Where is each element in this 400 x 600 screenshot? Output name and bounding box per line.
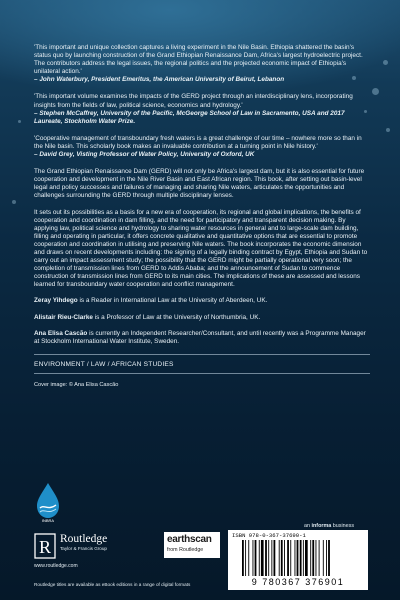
publisher-group: Taylor & Francis Group	[60, 546, 107, 551]
publisher-url: www.routledge.com	[34, 563, 78, 569]
review-quote	[34, 135, 370, 159]
informa-business-label: an informa business	[304, 523, 355, 529]
editor-description: is a Professor of Law at the University of Northumbria, UK.	[92, 313, 261, 321]
routledge-logo	[34, 533, 124, 563]
imprint-name: earthscan	[167, 534, 212, 545]
editor-name: Zeray Yihdego	[34, 297, 78, 305]
svg-text:R: R	[38, 537, 52, 557]
subject-categories: ENVIRONMENT / LAW / AFRICAN STUDIES	[34, 360, 174, 368]
cover-credit: Cover image: © Ana Elisa Cascão	[34, 381, 119, 388]
quote-text: 'This important volume examines the impacts of the GERD project through an interdisciplinary lens, incorporating insights from the fields of law, political science, economics and hydrology.'	[34, 93, 353, 109]
editor-name: Ana Elisa Cascão	[34, 329, 88, 337]
book-description: It sets out its possibilities as a basis for a new era of cooperation, its regional and global implications, the benefits of cooperation and coordination in dam filling, and the need for participatory and transparent decision making. By applying law, political science and hydrology to sharing water resources in general and to large-scale dam building, filling and operating in particular, it offers concrete qualitative and quantitative options that are essential to promote cooperation and coordination in utilising and preserving Nile waters. The book incorporates the economic dimension and draws on recent developments including: the signing of a legally binding contract by Egypt, Ethiopia and Sudan to carry out an impact assessment study; the possibility that the GERD might be partially operational very soon; the completion of transmission lines from GERD to Addis Ababa; and the announcement of Sudan to commence construction of transmission lines from GERD to its main cities. The implications of these are assessed and lessons learned for transboundary water cooperation and conflict management.	[34, 208, 368, 289]
editor-bio	[34, 330, 370, 346]
imprint-tagline: from Routledge	[167, 547, 204, 553]
routledge-r-icon	[34, 533, 56, 559]
quote-attribution: – Stephen McCaffrey, University of the Pacific, McGeorge School of Law in Sacramento, USA and 2017 Laureate, Stockholm Water Prize.	[34, 109, 345, 125]
editor-description: is currently an Independent Researcher/Consultant, and until recently was a Programme Manager at Stockholm International Water Institute, Sweden.	[34, 329, 366, 345]
divider	[34, 373, 370, 374]
inbra-logo-icon	[33, 481, 63, 523]
quote-attribution: – John Waterbury, President Emeritus, the American University of Beirut, Lebanon	[34, 76, 285, 84]
isbn-label: ISBN 978-0-367-37690-1	[232, 532, 306, 539]
editor-bio	[34, 297, 370, 305]
quote-attribution: – David Grey, Visting Professor of Water Policy, University of Oxford, UK	[34, 151, 255, 159]
ebook-note: Routledge titles are available as eBook editions in a range of digital formats	[34, 582, 191, 587]
quote-text: 'Cooperative management of transboundary fresh waters is a great challenge of our time – nowhere more so than in the Nile basin. This scholarly book makes an invaluable contribution at a turning point in Nile history.'	[34, 134, 362, 150]
book-description: The Grand Ethiopian Renaissance Dam (GERD) will not only be Africa's largest dam, but it is also essential for future cooperation and development in the Nile River Basin and East African region. This book, after setting out basin-level legal and policy successes and failures of managing and sharing Nile waters, articulates the opportunities and challenges surrounding the GERD through multiple disciplinary lenses.	[34, 168, 365, 200]
isbn-number: 9 780367 376901	[251, 577, 345, 587]
editor-description: is a Reader in International Law at the University of Aberdeen, UK.	[77, 297, 268, 305]
editor-name: Alistair Rieu-Clarke	[34, 313, 93, 321]
publisher-name: Routledge	[60, 533, 108, 545]
quote-text: 'This important and unique collection captures a living experiment in the Nile Basin. Ethiopia shattered the basin's status quo by launching construction of the Grand Ethiopian Renaissance Dam, Africa's largest hydroelectric project. The contributors address the legal issues, the regional politics and the projected economic impact of Ethiopia's unilateral action.'	[34, 44, 363, 76]
back-cover-text	[34, 44, 370, 388]
divider	[34, 354, 370, 355]
review-quote	[34, 93, 370, 125]
earthscan-logo	[164, 532, 220, 558]
editor-bio	[34, 314, 370, 322]
barcode-bars-icon	[242, 540, 362, 576]
inbra-label: INBRA	[41, 518, 55, 523]
review-quote	[34, 44, 370, 84]
isbn-barcode	[228, 530, 368, 590]
